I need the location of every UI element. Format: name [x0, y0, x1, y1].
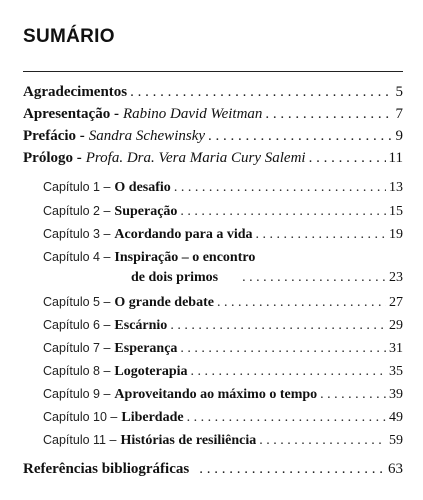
- toc-chapter-5[interactable]: [43, 295, 403, 315]
- leader-dots: [256, 227, 387, 243]
- toc-page-number: 23: [389, 270, 403, 285]
- chapter-number: Capítulo 4 –: [43, 250, 111, 264]
- chapter-title: Liberdade: [121, 410, 184, 425]
- toc-entry-label: Apresentação -: [23, 106, 119, 122]
- toc-entry-apresentacao[interactable]: [23, 106, 403, 126]
- toc-page-number: 5: [395, 84, 403, 100]
- leader-dots: [180, 204, 386, 220]
- chapter-title: Superação: [114, 204, 178, 219]
- toc-entry-referencias[interactable]: [23, 461, 403, 481]
- chapter-title: Inspiração – o encontro: [114, 250, 256, 265]
- toc-chapter-9[interactable]: [43, 387, 403, 407]
- toc-page-number: 9: [395, 128, 403, 144]
- toc-chapter-1[interactable]: [43, 180, 403, 200]
- chapter-number: Capítulo 3 –: [43, 227, 111, 241]
- toc-entry-label: Prólogo -: [23, 150, 82, 166]
- chapter-title-continuation: de dois primos: [131, 270, 219, 285]
- chapter-title: Acordando para a vida: [114, 227, 253, 242]
- toc-page-number: 11: [388, 150, 403, 166]
- leader-dots: [265, 106, 392, 123]
- chapter-title: Histórias de resiliência: [120, 433, 257, 448]
- toc-page-number: 49: [389, 410, 403, 425]
- toc-page-number: 63: [388, 461, 403, 477]
- leader-dots: [130, 84, 392, 101]
- toc-page-number: 35: [389, 364, 403, 379]
- leader-dots: [191, 364, 386, 380]
- toc-page-number: 59: [389, 433, 403, 448]
- leader-dots: [180, 341, 386, 357]
- toc-page-number: 29: [389, 318, 403, 333]
- leader-dots: [187, 410, 386, 426]
- toc-entry-prologo[interactable]: [23, 150, 403, 170]
- toc-entry-prefacio[interactable]: [23, 128, 403, 148]
- chapter-title: Esperança: [114, 341, 178, 356]
- toc-chapter-3[interactable]: [43, 227, 403, 247]
- toc-chapter-10[interactable]: [43, 410, 403, 430]
- chapter-number: Capítulo 2 –: [43, 204, 111, 218]
- page-title: SUMÁRIO: [23, 26, 115, 47]
- chapter-number: Capítulo 6 –: [43, 318, 111, 332]
- chapter-number: Capítulo 5 –: [43, 295, 111, 309]
- toc-chapter-4[interactable]: [43, 250, 403, 270]
- chapter-number: Capítulo 7 –: [43, 341, 111, 355]
- toc-entry-author: Profa. Dra. Vera Maria Cury Salemi: [85, 150, 306, 166]
- leader-dots: [208, 128, 392, 145]
- chapter-title: Logoterapia: [114, 364, 188, 379]
- toc-page-number: 27: [389, 295, 403, 310]
- leader-dots: [217, 295, 386, 311]
- chapter-title: O grande debate: [114, 295, 214, 310]
- toc-entry-author: Rabino David Weitman: [122, 106, 263, 122]
- chapter-number: Capítulo 11 –: [43, 433, 117, 447]
- leader-dots: [320, 387, 386, 403]
- leader-dots: [259, 433, 386, 449]
- chapter-title: Aproveitando ao máximo o tempo: [114, 387, 318, 402]
- chapter-title: Escárnio: [114, 318, 168, 333]
- toc-entry-author: Sandra Schewinsky: [88, 128, 206, 144]
- leader-dots: [309, 150, 386, 167]
- toc-page-number: 7: [395, 106, 403, 122]
- toc-page-number: 15: [389, 204, 403, 219]
- toc-chapter-8[interactable]: [43, 364, 403, 384]
- toc-page-number: 19: [389, 227, 403, 242]
- leader-dots: [242, 270, 386, 286]
- chapter-title: O desafio: [114, 180, 171, 195]
- chapter-number: Capítulo 10 –: [43, 410, 118, 424]
- toc-entry-label: Referências bibliográficas: [23, 461, 190, 477]
- toc-page-number: 39: [389, 387, 403, 402]
- chapter-number: Capítulo 9 –: [43, 387, 111, 401]
- toc-page-number: 31: [389, 341, 403, 356]
- toc-chapter-7[interactable]: [43, 341, 403, 361]
- toc-chapter-4-continuation[interactable]: [131, 270, 403, 290]
- toc-chapter-11[interactable]: [43, 433, 403, 453]
- leader-dots: [199, 461, 385, 478]
- toc-entry-label: Prefácio -: [23, 128, 85, 144]
- toc-chapter-2[interactable]: [43, 204, 403, 224]
- chapter-number: Capítulo 1 –: [43, 180, 111, 194]
- toc-entry-agradecimentos[interactable]: [23, 84, 403, 104]
- toc-entry-label: Agradecimentos: [23, 84, 128, 100]
- toc-chapter-6[interactable]: [43, 318, 403, 338]
- leader-dots: [170, 318, 386, 334]
- leader-dots: [174, 180, 386, 196]
- chapter-number: Capítulo 8 –: [43, 364, 111, 378]
- toc-page-number: 13: [389, 180, 403, 195]
